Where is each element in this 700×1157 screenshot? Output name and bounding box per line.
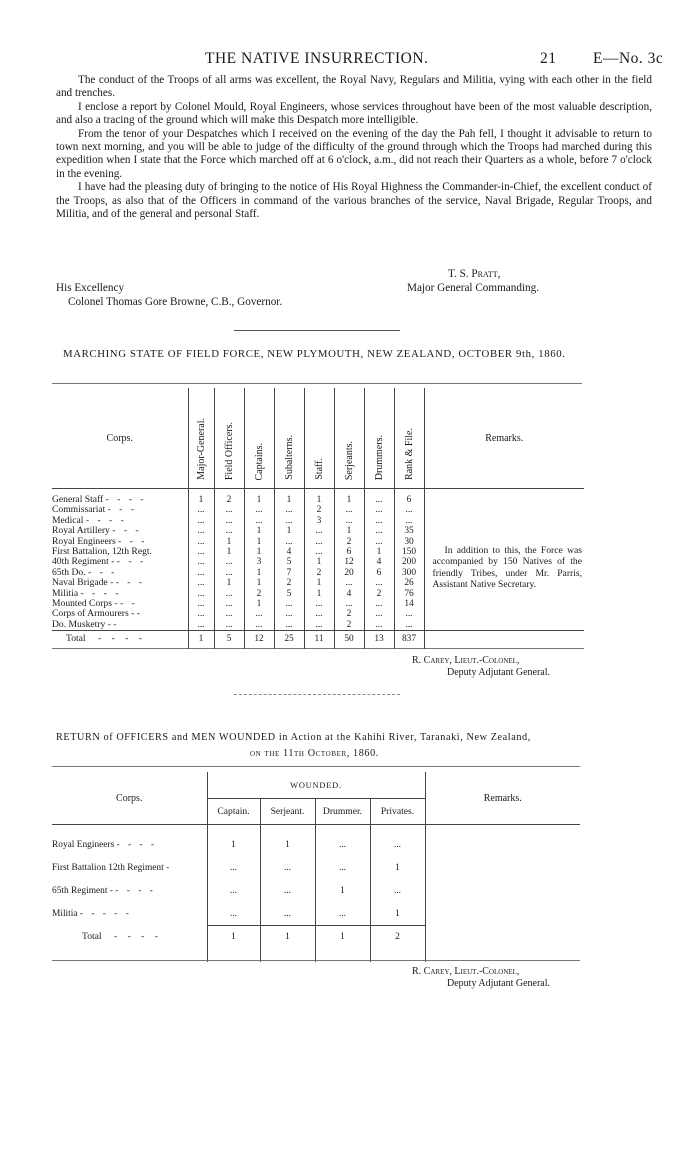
leader-dots: - - -	[87, 566, 118, 578]
table-cell: 1	[244, 547, 274, 557]
table-cell: ...	[244, 620, 274, 631]
table-cell: 2	[334, 620, 364, 631]
table-cell: ...	[315, 902, 370, 926]
signature-line: Deputy Adjutant General.	[447, 978, 551, 989]
table-cell: 76	[394, 589, 424, 599]
table-cell: ...	[315, 825, 370, 857]
table-cell: ...	[394, 505, 424, 515]
corps-label: Mounted Corps -	[52, 598, 118, 610]
table-cell: ...	[214, 557, 244, 567]
table-cell: 1	[315, 879, 370, 902]
table-row	[52, 879, 580, 902]
table1-header-row	[52, 388, 584, 489]
table-cell: 4	[274, 547, 304, 557]
table-cell: ...	[188, 537, 214, 547]
total-cell: 1	[188, 631, 214, 648]
leader-dots: -	[136, 608, 143, 620]
table-cell: 1	[214, 547, 244, 557]
table-row	[52, 856, 580, 879]
corps-label: First Battalion, 12th Regt.	[52, 546, 152, 558]
table-cell: ...	[207, 902, 260, 926]
table-cell: ...	[214, 609, 244, 619]
column-header: Drummers.	[364, 388, 394, 489]
total-label: Total	[82, 931, 102, 942]
signatory-name: T. S. Pratt,	[448, 268, 501, 280]
table-cell: 5	[274, 557, 304, 567]
table-cell: 1	[214, 578, 244, 588]
table-cell: 1	[274, 526, 304, 536]
total-cell: 12	[244, 631, 274, 648]
table-cell: ...	[370, 825, 425, 857]
total-cell: 25	[274, 631, 304, 648]
paper-series: E—No. 3c	[593, 50, 664, 67]
column-header: Captain.	[207, 799, 260, 825]
table-cell: 30	[394, 537, 424, 547]
total-cell: 1	[260, 926, 315, 948]
leader-dots: - - -	[116, 556, 147, 568]
table-row	[52, 902, 580, 926]
table-cell: ...	[188, 568, 214, 578]
table-cell: ...	[274, 609, 304, 619]
table-cell: 1	[370, 902, 425, 926]
leader-dots: - - - - -	[79, 908, 132, 919]
leader-dots: - - -	[115, 577, 146, 589]
table-cell: 2	[364, 589, 394, 599]
corps-label: 65th Regiment -	[52, 885, 113, 896]
column-header: Staff.	[304, 388, 334, 489]
table2-title: RETURN of OFFICERS and MEN WOUNDED in Action at the Kahihi River, Taranaki, New Zealand,	[56, 732, 531, 743]
table-cell: ...	[334, 516, 364, 526]
corps-label: Militia	[52, 587, 79, 599]
corps-header: Corps.	[52, 772, 207, 825]
table-cell: ...	[214, 620, 244, 631]
column-header: Subalterns.	[274, 388, 304, 489]
table-cell: 1	[334, 526, 364, 536]
total-cell: 13	[364, 631, 394, 648]
table-cell: ...	[260, 856, 315, 879]
column-header: Drummer.	[315, 799, 370, 825]
column-header: Rank & File.	[394, 388, 424, 489]
total-label: Total	[66, 633, 86, 645]
table-cell: ...	[214, 599, 244, 609]
table-cell: ...	[370, 879, 425, 902]
table-cell: 1	[244, 578, 274, 588]
table-cell: 1	[304, 489, 334, 506]
table2-subtitle: on the 11th October, 1860.	[250, 748, 379, 759]
table-cell: ...	[394, 516, 424, 526]
leader-dots: - - - -	[113, 931, 162, 942]
table-cell: 1	[244, 526, 274, 536]
table-cell: 5	[274, 589, 304, 599]
corps-label: Naval Brigade -	[52, 577, 114, 589]
table-cell: ...	[274, 599, 304, 609]
table-cell: 3	[304, 516, 334, 526]
corps-label: 40th Regiment -	[52, 556, 115, 568]
signature-line: R. Carey, Lieut.-Colonel,	[412, 966, 520, 977]
corps-label: Commissariat	[52, 504, 106, 516]
table-cell: ...	[364, 537, 394, 547]
table-cell: 2	[334, 609, 364, 619]
table-cell: 12	[334, 557, 364, 567]
remarks-cell	[424, 489, 584, 631]
leader-dots: - - -	[112, 525, 142, 537]
table-cell: ...	[334, 578, 364, 588]
letter-paragraph: The conduct of the Troops of all arms was excellent, the Royal Navy, Regulars and Militia, vying with each other in the field and trenches.	[56, 74, 652, 100]
table-cell: 2	[304, 568, 334, 578]
table-cell: 2	[274, 578, 304, 588]
table-cell: 1	[244, 599, 274, 609]
total-cell: 11	[304, 631, 334, 648]
total-row	[52, 631, 584, 648]
corps-name	[52, 879, 207, 902]
wounded-header: WOUNDED.	[207, 772, 425, 799]
table-cell: 7	[274, 568, 304, 578]
table-cell: 1	[304, 589, 334, 599]
table1-title: MARCHING STATE OF FIELD FORCE, NEW PLYMOUTH, NEW ZEALAND, OCTOBER 9th, 1860.	[63, 348, 566, 360]
page-title: THE NATIVE INSURRECTION.	[205, 50, 429, 67]
table-cell: 1	[304, 578, 334, 588]
letter-paragraph: I enclose a report by Colonel Mould, Royal Engineers, whose services throughout have been of the most valuable description, and also a tracing of the ground which will make this Despatch more intelligible.	[56, 100, 652, 127]
leader-dots: - - - -	[85, 514, 127, 526]
section-divider	[234, 694, 400, 695]
table-cell: 14	[394, 599, 424, 609]
table-cell: 1	[260, 825, 315, 857]
table-cell: 200	[394, 557, 424, 567]
table-cell: ...	[244, 609, 274, 619]
table-cell: 1	[334, 489, 364, 506]
table-cell: ...	[214, 589, 244, 599]
remarks-header: Remarks.	[425, 772, 580, 825]
leader-dots: - -	[119, 598, 138, 610]
table-row	[52, 489, 584, 506]
letter-paragraph: From the tenor of your Despatches which I received on the evening of the day the Pah fell, I thought it advisable to return to town next morning, and you will be able to judge of the difficulty of the ground through which the Troops had marched during this expedition when I state that the Force which marched off at 6 o'clock, a.m., did not reach their Quarters as a whole, before 7 o'clock in the evening.	[56, 127, 652, 180]
table-cell: ...	[364, 578, 394, 588]
table-cell: 6	[394, 489, 424, 506]
leader-dots: -	[166, 862, 173, 873]
corps-name	[52, 620, 188, 631]
table-cell: ...	[188, 578, 214, 588]
table-cell: 2	[214, 489, 244, 506]
table-cell: ...	[334, 599, 364, 609]
table-cell: ...	[260, 879, 315, 902]
table-cell: ...	[364, 505, 394, 515]
corps-label: First Battalion 12th Regiment	[52, 862, 164, 873]
total-cell: 5	[214, 631, 244, 648]
total-row	[52, 926, 580, 948]
table-cell: 1	[304, 557, 334, 567]
table-cell: ...	[188, 589, 214, 599]
corps-label: Corps of Armourers -	[52, 608, 135, 620]
page-number: 21	[540, 50, 557, 67]
table-cell: ...	[274, 516, 304, 526]
table-cell: ...	[214, 516, 244, 526]
leader-dots: - - - -	[115, 885, 156, 896]
leader-dots: - - - -	[116, 839, 158, 850]
column-header: Captains.	[244, 388, 274, 489]
table-cell: ...	[304, 599, 334, 609]
table-cell: ...	[364, 599, 394, 609]
marching-state-table	[52, 388, 584, 649]
total-cell: 1	[315, 926, 370, 948]
table-cell: ...	[274, 620, 304, 631]
total-cell: 2	[370, 926, 425, 948]
table-cell: 1	[244, 489, 274, 506]
table-cell: 1	[274, 489, 304, 506]
corps-label: General Staff	[52, 494, 104, 505]
addressee-line: Colonel Thomas Gore Browne, C.B., Governor.	[68, 296, 283, 308]
table-cell: ...	[364, 620, 394, 631]
table-cell: ...	[188, 526, 214, 536]
table-row	[52, 825, 580, 857]
addressee-line: His Excellency	[56, 282, 125, 294]
corps-label: Royal Artillery	[52, 525, 110, 537]
table-cell: 20	[334, 568, 364, 578]
table-cell: 1	[244, 537, 274, 547]
table-cell: ...	[188, 620, 214, 631]
signature-line: R. Carey, Lieut.-Colonel,	[412, 655, 520, 666]
table-cell: ...	[364, 609, 394, 619]
table-cell: 4	[364, 557, 394, 567]
table-cell: ...	[315, 856, 370, 879]
corps-label: Militia	[52, 908, 78, 919]
table-cell: ...	[244, 505, 274, 515]
table-cell: ...	[260, 902, 315, 926]
table-cell: 4	[334, 589, 364, 599]
signature-line: Deputy Adjutant General.	[447, 667, 551, 678]
table-cell: 1	[188, 489, 214, 506]
table-cell: ...	[274, 505, 304, 515]
table-cell: 2	[304, 505, 334, 515]
corps-name	[52, 825, 207, 857]
table-cell: 3	[244, 557, 274, 567]
remarks-text: In addition to this, the Force was accompanied by 150 Natives of the friendly Tribes, under Mr. Parris, Assistant Native Secretary.	[432, 545, 582, 590]
table-cell: ...	[188, 505, 214, 515]
leader-dots: - - - -	[97, 633, 146, 645]
table-cell: ...	[188, 609, 214, 619]
corps-label: Royal Engineers	[52, 535, 116, 547]
table-cell: 2	[244, 589, 274, 599]
remarks-header: Remarks.	[424, 388, 584, 489]
table-cell: ...	[188, 557, 214, 567]
table-cell: ...	[274, 537, 304, 547]
table-cell: 26	[394, 578, 424, 588]
table-cell: ...	[214, 568, 244, 578]
table-cell: 6	[364, 568, 394, 578]
column-header: Privates.	[370, 799, 425, 825]
table-cell: 2	[334, 537, 364, 547]
total-cell: 1	[207, 926, 260, 948]
table-cell: 1	[370, 856, 425, 879]
table-cell: 1	[207, 825, 260, 857]
table-cell: ...	[304, 547, 334, 557]
letter-paragraph: I have had the pleasing duty of bringing to the notice of His Royal Highness the Commander-in-Chief, the excellent conduct of the Troops, as also that of the Officers in command of the various branches of the service, Naval Brigade, Regular Troops, and Militia, and of the general and personal Staff.	[56, 181, 652, 221]
table-cell: ...	[364, 489, 394, 506]
letter-body	[56, 74, 652, 221]
leader-dots: -	[113, 618, 120, 630]
table-cell: ...	[304, 526, 334, 536]
table-cell: ...	[364, 526, 394, 536]
table-cell: ...	[188, 599, 214, 609]
table-cell: ...	[214, 526, 244, 536]
table-cell: ...	[394, 609, 424, 619]
table-cell: ...	[304, 609, 334, 619]
table-cell: 150	[394, 547, 424, 557]
signatory-title: Major General Commanding.	[407, 282, 540, 294]
table-cell: ...	[394, 620, 424, 631]
leader-dots: - - - -	[105, 494, 147, 505]
table2-top-rule	[52, 766, 580, 767]
table-cell: ...	[304, 537, 334, 547]
corps-label: Do. Musketry -	[52, 618, 111, 630]
table-cell: 1	[364, 547, 394, 557]
table-cell: 300	[394, 568, 424, 578]
table1-top-rule	[52, 383, 582, 384]
corps-header: Corps.	[52, 388, 188, 489]
column-header: Serjeant.	[260, 799, 315, 825]
corps-name	[52, 489, 188, 506]
table-cell: 35	[394, 526, 424, 536]
table-cell: ...	[188, 547, 214, 557]
corps-name	[52, 856, 207, 879]
corps-name	[52, 902, 207, 926]
wounded-return-table	[52, 772, 580, 962]
section-divider	[234, 330, 400, 331]
table-cell: ...	[364, 516, 394, 526]
leader-dots: - - -	[118, 535, 148, 547]
table-cell: ...	[244, 516, 274, 526]
table-cell: ...	[188, 516, 214, 526]
total-cell: 50	[334, 631, 364, 648]
leader-dots: - - -	[107, 504, 138, 516]
table-cell: ...	[207, 856, 260, 879]
table2-bottom-rule	[52, 960, 580, 961]
table-cell: 1	[244, 568, 274, 578]
corps-label: 65th Do.	[52, 566, 86, 578]
corps-label: Medical	[52, 514, 84, 526]
table-cell: ...	[334, 505, 364, 515]
column-header: Serjeants.	[334, 388, 364, 489]
table-cell: ...	[214, 505, 244, 515]
corps-label: Royal Engineers	[52, 839, 115, 850]
column-header: Field Officers.	[214, 388, 244, 489]
table-cell: ...	[304, 620, 334, 631]
table-cell: 6	[334, 547, 364, 557]
column-header: Major-General.	[188, 388, 214, 489]
leader-dots: - - - -	[80, 587, 122, 599]
table-cell: 1	[214, 537, 244, 547]
table-cell: ...	[207, 879, 260, 902]
total-cell: 837	[394, 631, 424, 648]
